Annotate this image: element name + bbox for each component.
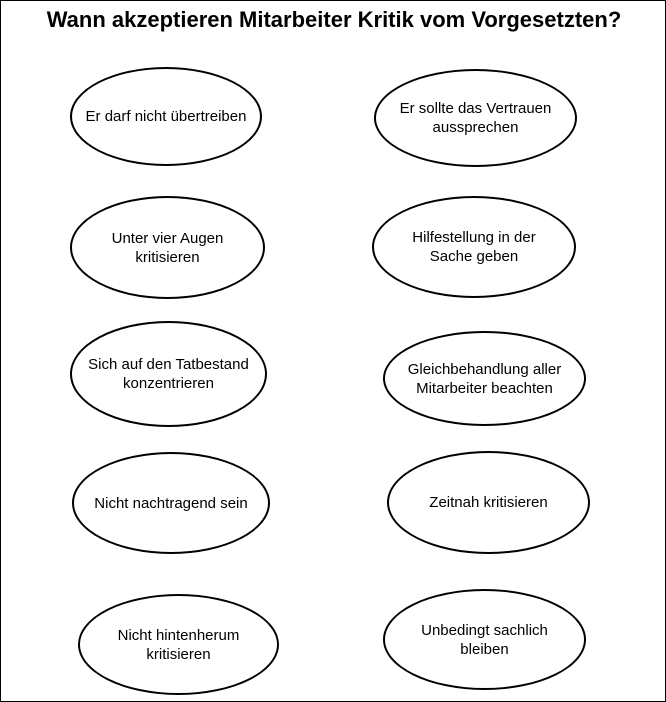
ellipse-node [70,196,265,299]
node-label: Zeitnah kritisieren [429,494,548,511]
node-label: Hilfestellung in der Sache geben [412,229,536,265]
ellipse-node [70,67,262,166]
diagram-title: Wann akzeptieren Mitarbeiter Kritik vom Vorgesetzten? [46,7,622,32]
node-label: Nicht nachtragend sein [94,494,248,512]
ellipse-node [383,589,586,690]
ellipse-node [374,69,577,167]
node-label: Unter vier Augen kritisieren [111,229,224,266]
node-label: Nicht hintenherum kritisieren [117,626,240,663]
ellipse-node [372,196,576,298]
ellipse-node [387,451,590,554]
ellipse-node [383,331,586,426]
node-label: Er darf nicht übertreiben [85,108,247,125]
ellipse-node [72,452,270,554]
node-label: Sich auf den Tatbestand konzentrieren [88,356,249,392]
ellipse-node [78,594,279,695]
node-label: Gleichbehandlung aller Mitarbeiter beachten [407,360,562,397]
node-label: Unbedingt sachlich bleiben [421,621,548,658]
ellipse-node [70,321,267,427]
node-label: Er sollte das Vertrauen aussprechen [399,100,552,136]
